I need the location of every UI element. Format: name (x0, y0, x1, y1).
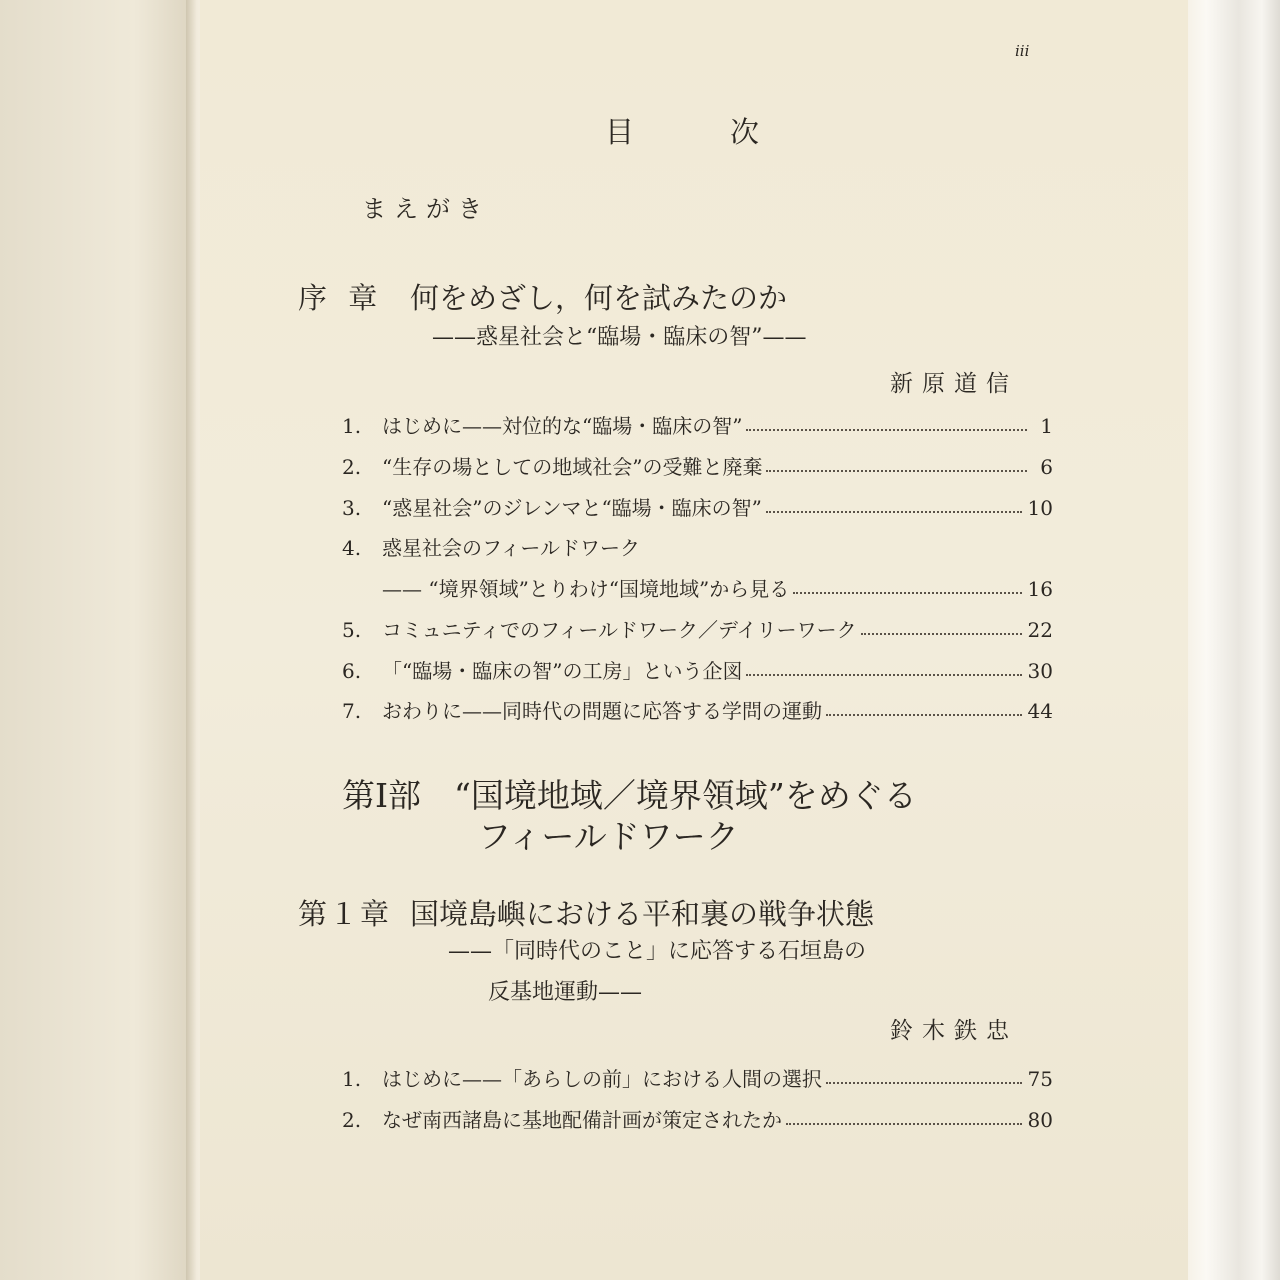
leader-dots (826, 714, 1022, 716)
toc-entry (342, 530, 1053, 558)
entry-page: 1 (1040, 414, 1053, 438)
intro-subtitle: ——惑星社会と“臨場・臨床の智”—— (432, 325, 807, 350)
toc-entry (342, 1061, 1053, 1089)
entry-page: 22 (1027, 618, 1053, 642)
entry-number: 2. (342, 455, 362, 479)
entry-page: 44 (1027, 699, 1053, 723)
entry-title: 惑星社会のフィールドワーク (382, 536, 640, 560)
entry-number: 1. (342, 414, 362, 438)
entry-page: 75 (1027, 1067, 1053, 1091)
entry-number: 7. (342, 699, 362, 723)
leader-dots (746, 429, 1027, 431)
leader-dots (766, 511, 1022, 513)
entry-page: 16 (1027, 577, 1053, 601)
page-edges (1188, 0, 1280, 1280)
chapter1-subtitle-line2: 反基地運動—— (488, 980, 643, 1005)
toc-entry (342, 653, 1053, 681)
toc-entry (342, 1102, 1053, 1130)
entry-title: 「“臨場・臨床の智”の工房」という企図 (382, 659, 743, 683)
leader-dots (766, 470, 1027, 472)
entry-number: 5. (342, 618, 362, 642)
entry-page: 30 (1027, 659, 1053, 683)
entry-title: はじめに——「あらしの前」における人間の選択 (382, 1067, 822, 1091)
chapter1-subtitle-line1: ——「同時代のこと」に応答する石垣島の (448, 939, 867, 964)
part-title-line1: 第Ⅰ部 “国境地域／境界領域”をめぐる (342, 776, 917, 815)
intro-title: 何をめざし，何を試みたのか (410, 281, 788, 315)
toc-entry (342, 693, 1053, 721)
intro-label: 序 章 (298, 281, 384, 315)
chapter1-author: 鈴木鉄忠 (890, 1018, 1018, 1044)
entry-number: 6. (342, 659, 362, 683)
page-folio: iii (1015, 42, 1030, 60)
entry-title: はじめに——対位的な“臨場・臨床の智” (382, 414, 743, 438)
toc-entry (342, 612, 1053, 640)
entry-number: 3. (342, 496, 362, 520)
entry-page: 6 (1040, 455, 1053, 479)
leader-dots (786, 1123, 1022, 1125)
chapter1-label: 第１章 (298, 897, 392, 931)
entry-title: —— “境界領域”とりわけ“国境地域”から見る (382, 577, 790, 601)
toc-entry (342, 449, 1053, 477)
entry-number: 2. (342, 1108, 362, 1132)
intro-author: 新原道信 (890, 371, 1018, 397)
entry-title: コミュニティでのフィールドワーク／デイリーワーク (382, 618, 857, 642)
entry-number: 1. (342, 1067, 362, 1091)
leader-dots (793, 592, 1021, 594)
entry-page: 80 (1027, 1108, 1053, 1132)
leader-dots (826, 1082, 1022, 1084)
toc-entry (342, 490, 1053, 518)
entry-page: 10 (1027, 496, 1053, 520)
leader-dots (861, 633, 1022, 635)
chapter1-title: 国境島嶼における平和裏の戦争状態 (410, 897, 875, 931)
toc-title: 目次 (605, 115, 856, 149)
leader-dots (746, 674, 1021, 676)
toc-entry-continuation (342, 571, 1053, 599)
entry-title: なぜ南西諸島に基地配備計画が策定されたか (382, 1108, 782, 1132)
entry-title: “生存の場としての地域社会”の受難と廃棄 (382, 455, 763, 479)
entry-title: “惑星社会”のジレンマと“臨場・臨床の智” (382, 496, 762, 520)
left-page (0, 0, 192, 1280)
entry-number: 4. (342, 536, 362, 560)
toc-entry (342, 408, 1053, 436)
entry-title: おわりに——同時代の問題に応答する学問の運動 (382, 699, 822, 723)
part-title-line2: フィールドワーク (478, 817, 739, 856)
preface-entry: まえがき (362, 195, 490, 223)
